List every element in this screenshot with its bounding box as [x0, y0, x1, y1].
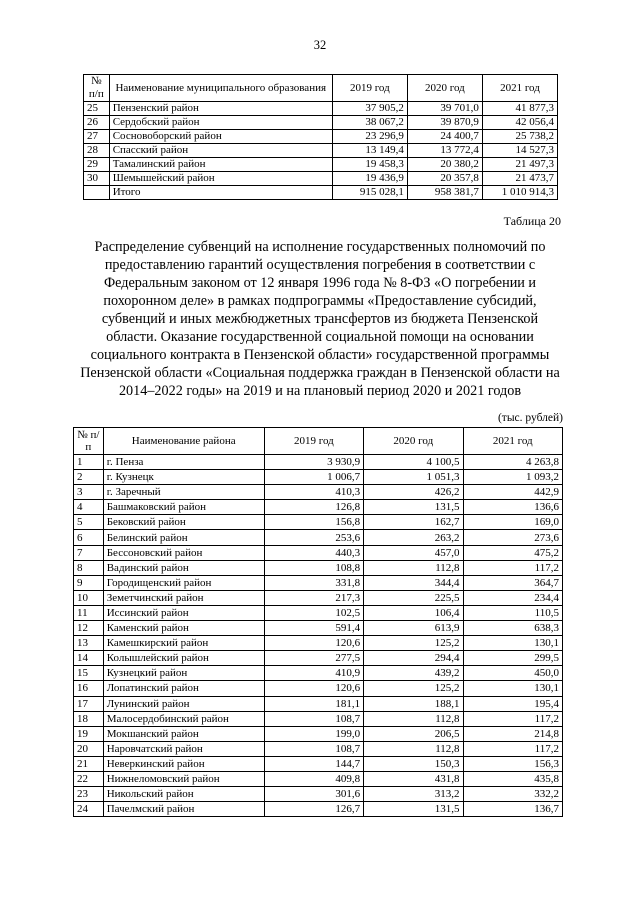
row-name: Пензенский район	[109, 102, 332, 116]
value-2021: 214,8	[463, 726, 562, 741]
section-title: Распределение субвенций на исполнение государственных полномочий по предоставлению гарантий осуществления погребения в соответствии с Федеральным законом от 12 января 1996 года № 8-ФЗ «О погребении и похоронном деле» в рамках подпрограммы «Предоставление субсидий, субвенций и иных межбюджетных трансфертов из бюджета Пензенской области. Оказание государственной социальной помощи на основании социального контракта в Пензенской области» государственной программы Пензенской области «Социальная поддержка граждан в Пензенской области на 2014–2022 годы» на 2019 и на плановый период 2020 и 2021 годов	[80, 239, 560, 399]
value-2019: 38 067,2	[332, 116, 407, 130]
table-row	[74, 696, 563, 711]
value-2020: 431,8	[364, 771, 463, 786]
row-number: 13	[74, 636, 104, 651]
value-2021: 364,7	[463, 575, 562, 590]
value-2021: 130,1	[463, 636, 562, 651]
value-2020: 225,5	[364, 590, 463, 605]
row-number: 9	[74, 575, 104, 590]
value-2019: 3 930,9	[264, 455, 363, 470]
value-2020: 112,8	[364, 560, 463, 575]
header-2020: 2020 год	[364, 428, 463, 455]
row-name: Шемышейский район	[109, 172, 332, 186]
row-number: 24	[74, 802, 104, 817]
row-number: 21	[74, 756, 104, 771]
table-row	[84, 158, 558, 172]
value-2021: 638,3	[463, 621, 562, 636]
table-municipal-subsidies	[83, 74, 558, 200]
row-name: Камешкирский район	[103, 636, 264, 651]
value-2021: 1 010 914,3	[482, 186, 557, 200]
value-2019: 1 006,7	[264, 470, 363, 485]
table-header-row	[84, 75, 558, 102]
table-row	[74, 636, 563, 651]
value-2020: 20 380,2	[407, 158, 482, 172]
value-2019: 13 149,4	[332, 144, 407, 158]
row-number: 14	[74, 651, 104, 666]
value-2020: 39 870,9	[407, 116, 482, 130]
row-name: Малосердобинский район	[103, 711, 264, 726]
row-name: Городищенский район	[103, 575, 264, 590]
value-2020: 39 701,0	[407, 102, 482, 116]
page-number: 32	[313, 38, 327, 52]
table-row	[74, 455, 563, 470]
value-2020: 313,2	[364, 787, 463, 802]
row-name: Каменский район	[103, 621, 264, 636]
table-row	[74, 605, 563, 620]
row-name: г. Пенза	[103, 455, 264, 470]
table-row	[84, 144, 558, 158]
header-name: Наименование муниципального образования	[109, 75, 332, 102]
value-2019: 108,8	[264, 560, 363, 575]
row-name: Кузнецкий район	[103, 666, 264, 681]
value-2021: 41 877,3	[482, 102, 557, 116]
row-name: Бековский район	[103, 515, 264, 530]
units-label: (тыс. рублей)	[497, 412, 563, 424]
value-2019: 410,3	[264, 485, 363, 500]
row-name: Спасский район	[109, 144, 332, 158]
table-row	[74, 726, 563, 741]
value-2021: 195,4	[463, 696, 562, 711]
value-2020: 13 772,4	[407, 144, 482, 158]
row-name: Лунинский район	[103, 696, 264, 711]
row-name: Сердобский район	[109, 116, 332, 130]
table-row	[74, 545, 563, 560]
table-row	[74, 560, 563, 575]
row-number: 18	[74, 711, 104, 726]
value-2019: 23 296,9	[332, 130, 407, 144]
row-name: г. Кузнецк	[103, 470, 264, 485]
row-number: 10	[74, 590, 104, 605]
row-number: 22	[74, 771, 104, 786]
row-name: Колышлейский район	[103, 651, 264, 666]
value-2019: 108,7	[264, 741, 363, 756]
row-number: 17	[74, 696, 104, 711]
row-number: 3	[74, 485, 104, 500]
value-2019: 126,8	[264, 500, 363, 515]
row-number: 29	[84, 158, 110, 172]
row-name: Нижнеломовский район	[103, 771, 264, 786]
value-2020: 4 100,5	[364, 455, 463, 470]
value-2019: 915 028,1	[332, 186, 407, 200]
value-2020: 457,0	[364, 545, 463, 560]
table-body	[74, 455, 563, 817]
value-2021: 1 093,2	[463, 470, 562, 485]
value-2021: 169,0	[463, 515, 562, 530]
value-2021: 136,7	[463, 802, 562, 817]
table-row	[74, 771, 563, 786]
header-2021: 2021 год	[463, 428, 562, 455]
table-row	[84, 172, 558, 186]
table-row	[74, 787, 563, 802]
row-number: 23	[74, 787, 104, 802]
value-2020: 106,4	[364, 605, 463, 620]
table-row	[74, 575, 563, 590]
value-2019: 253,6	[264, 530, 363, 545]
row-number: 11	[74, 605, 104, 620]
value-2021: 450,0	[463, 666, 562, 681]
row-name: Сосновоборский район	[109, 130, 332, 144]
value-2019: 120,6	[264, 681, 363, 696]
value-2021: 21 497,3	[482, 158, 557, 172]
value-2021: 475,2	[463, 545, 562, 560]
value-2021: 442,9	[463, 485, 562, 500]
value-2020: 125,2	[364, 636, 463, 651]
value-2019: 409,8	[264, 771, 363, 786]
table-row	[74, 756, 563, 771]
value-2019: 19 436,9	[332, 172, 407, 186]
row-name: Никольский район	[103, 787, 264, 802]
row-number: 25	[84, 102, 110, 116]
value-2019: 277,5	[264, 651, 363, 666]
table-row	[74, 485, 563, 500]
value-2020: 263,2	[364, 530, 463, 545]
value-2020: 206,5	[364, 726, 463, 741]
value-2020: 20 357,8	[407, 172, 482, 186]
row-number: 20	[74, 741, 104, 756]
value-2021: 117,2	[463, 711, 562, 726]
row-number: 30	[84, 172, 110, 186]
value-2019: 301,6	[264, 787, 363, 802]
value-2020: 294,4	[364, 651, 463, 666]
value-2019: 199,0	[264, 726, 363, 741]
row-number: 2	[74, 470, 104, 485]
table-row	[74, 681, 563, 696]
header-2021: 2021 год	[482, 75, 557, 102]
value-2019: 181,1	[264, 696, 363, 711]
table-body	[84, 102, 558, 200]
row-name: Белинский район	[103, 530, 264, 545]
value-2020: 131,5	[364, 500, 463, 515]
row-name: Пачелмский район	[103, 802, 264, 817]
value-2019: 591,4	[264, 621, 363, 636]
value-2019: 156,8	[264, 515, 363, 530]
table-district-subventions	[73, 427, 563, 817]
table-row	[74, 621, 563, 636]
table-row	[74, 802, 563, 817]
value-2020: 439,2	[364, 666, 463, 681]
value-2019: 410,9	[264, 666, 363, 681]
value-2021: 435,8	[463, 771, 562, 786]
value-2021: 21 473,7	[482, 172, 557, 186]
row-number: 16	[74, 681, 104, 696]
value-2021: 136,6	[463, 500, 562, 515]
value-2021: 299,5	[463, 651, 562, 666]
row-number: 26	[84, 116, 110, 130]
row-number: 8	[74, 560, 104, 575]
row-name: г. Заречный	[103, 485, 264, 500]
table-label: Таблица 20	[503, 214, 561, 228]
value-2019: 126,7	[264, 802, 363, 817]
value-2020: 188,1	[364, 696, 463, 711]
value-2020: 1 051,3	[364, 470, 463, 485]
table-row	[84, 186, 558, 200]
value-2019: 217,3	[264, 590, 363, 605]
header-number: № п/п	[84, 75, 110, 102]
value-2020: 426,2	[364, 485, 463, 500]
value-2020: 344,4	[364, 575, 463, 590]
table-row	[74, 651, 563, 666]
value-2021: 117,2	[463, 560, 562, 575]
row-number: 28	[84, 144, 110, 158]
value-2019: 440,3	[264, 545, 363, 560]
value-2021: 273,6	[463, 530, 562, 545]
row-number: 19	[74, 726, 104, 741]
row-number: 12	[74, 621, 104, 636]
header-2019: 2019 год	[332, 75, 407, 102]
header-2019: 2019 год	[264, 428, 363, 455]
table-row	[74, 666, 563, 681]
value-2019: 108,7	[264, 711, 363, 726]
value-2021: 110,5	[463, 605, 562, 620]
row-name: Неверкинский район	[103, 756, 264, 771]
value-2020: 150,3	[364, 756, 463, 771]
value-2019: 144,7	[264, 756, 363, 771]
row-name: Тамалинский район	[109, 158, 332, 172]
table-row	[84, 116, 558, 130]
row-name: Башмаковский район	[103, 500, 264, 515]
row-number: 4	[74, 500, 104, 515]
table-row	[74, 515, 563, 530]
table-header-row	[74, 428, 563, 455]
value-2021: 156,3	[463, 756, 562, 771]
table-row	[84, 102, 558, 116]
value-2019: 102,5	[264, 605, 363, 620]
row-number: 7	[74, 545, 104, 560]
table-row	[74, 530, 563, 545]
row-number	[84, 186, 110, 200]
row-number: 5	[74, 515, 104, 530]
row-name: Вадинский район	[103, 560, 264, 575]
table-row	[74, 470, 563, 485]
table-row	[84, 130, 558, 144]
row-name: Земетчинский район	[103, 590, 264, 605]
row-name: Бессоновский район	[103, 545, 264, 560]
value-2020: 131,5	[364, 802, 463, 817]
value-2021: 42 056,4	[482, 116, 557, 130]
table-row	[74, 500, 563, 515]
value-2021: 117,2	[463, 741, 562, 756]
value-2020: 125,2	[364, 681, 463, 696]
row-name: Мокшанский район	[103, 726, 264, 741]
row-number: 15	[74, 666, 104, 681]
value-2021: 130,1	[463, 681, 562, 696]
header-2020: 2020 год	[407, 75, 482, 102]
value-2021: 14 527,3	[482, 144, 557, 158]
value-2019: 120,6	[264, 636, 363, 651]
row-number: 27	[84, 130, 110, 144]
value-2020: 24 400,7	[407, 130, 482, 144]
value-2020: 112,8	[364, 711, 463, 726]
value-2019: 19 458,3	[332, 158, 407, 172]
row-name: Итого	[109, 186, 332, 200]
row-name: Иссинский район	[103, 605, 264, 620]
value-2021: 332,2	[463, 787, 562, 802]
row-number: 1	[74, 455, 104, 470]
table-row	[74, 741, 563, 756]
header-name: Наименование района	[103, 428, 264, 455]
value-2020: 958 381,7	[407, 186, 482, 200]
row-name: Лопатинский район	[103, 681, 264, 696]
table-row	[74, 590, 563, 605]
value-2020: 112,8	[364, 741, 463, 756]
row-name: Наровчатский район	[103, 741, 264, 756]
header-number: № п/п	[74, 428, 104, 455]
value-2020: 613,9	[364, 621, 463, 636]
table-row	[74, 711, 563, 726]
value-2019: 331,8	[264, 575, 363, 590]
row-number: 6	[74, 530, 104, 545]
value-2020: 162,7	[364, 515, 463, 530]
value-2021: 234,4	[463, 590, 562, 605]
value-2019: 37 905,2	[332, 102, 407, 116]
value-2021: 25 738,2	[482, 130, 557, 144]
value-2021: 4 263,8	[463, 455, 562, 470]
